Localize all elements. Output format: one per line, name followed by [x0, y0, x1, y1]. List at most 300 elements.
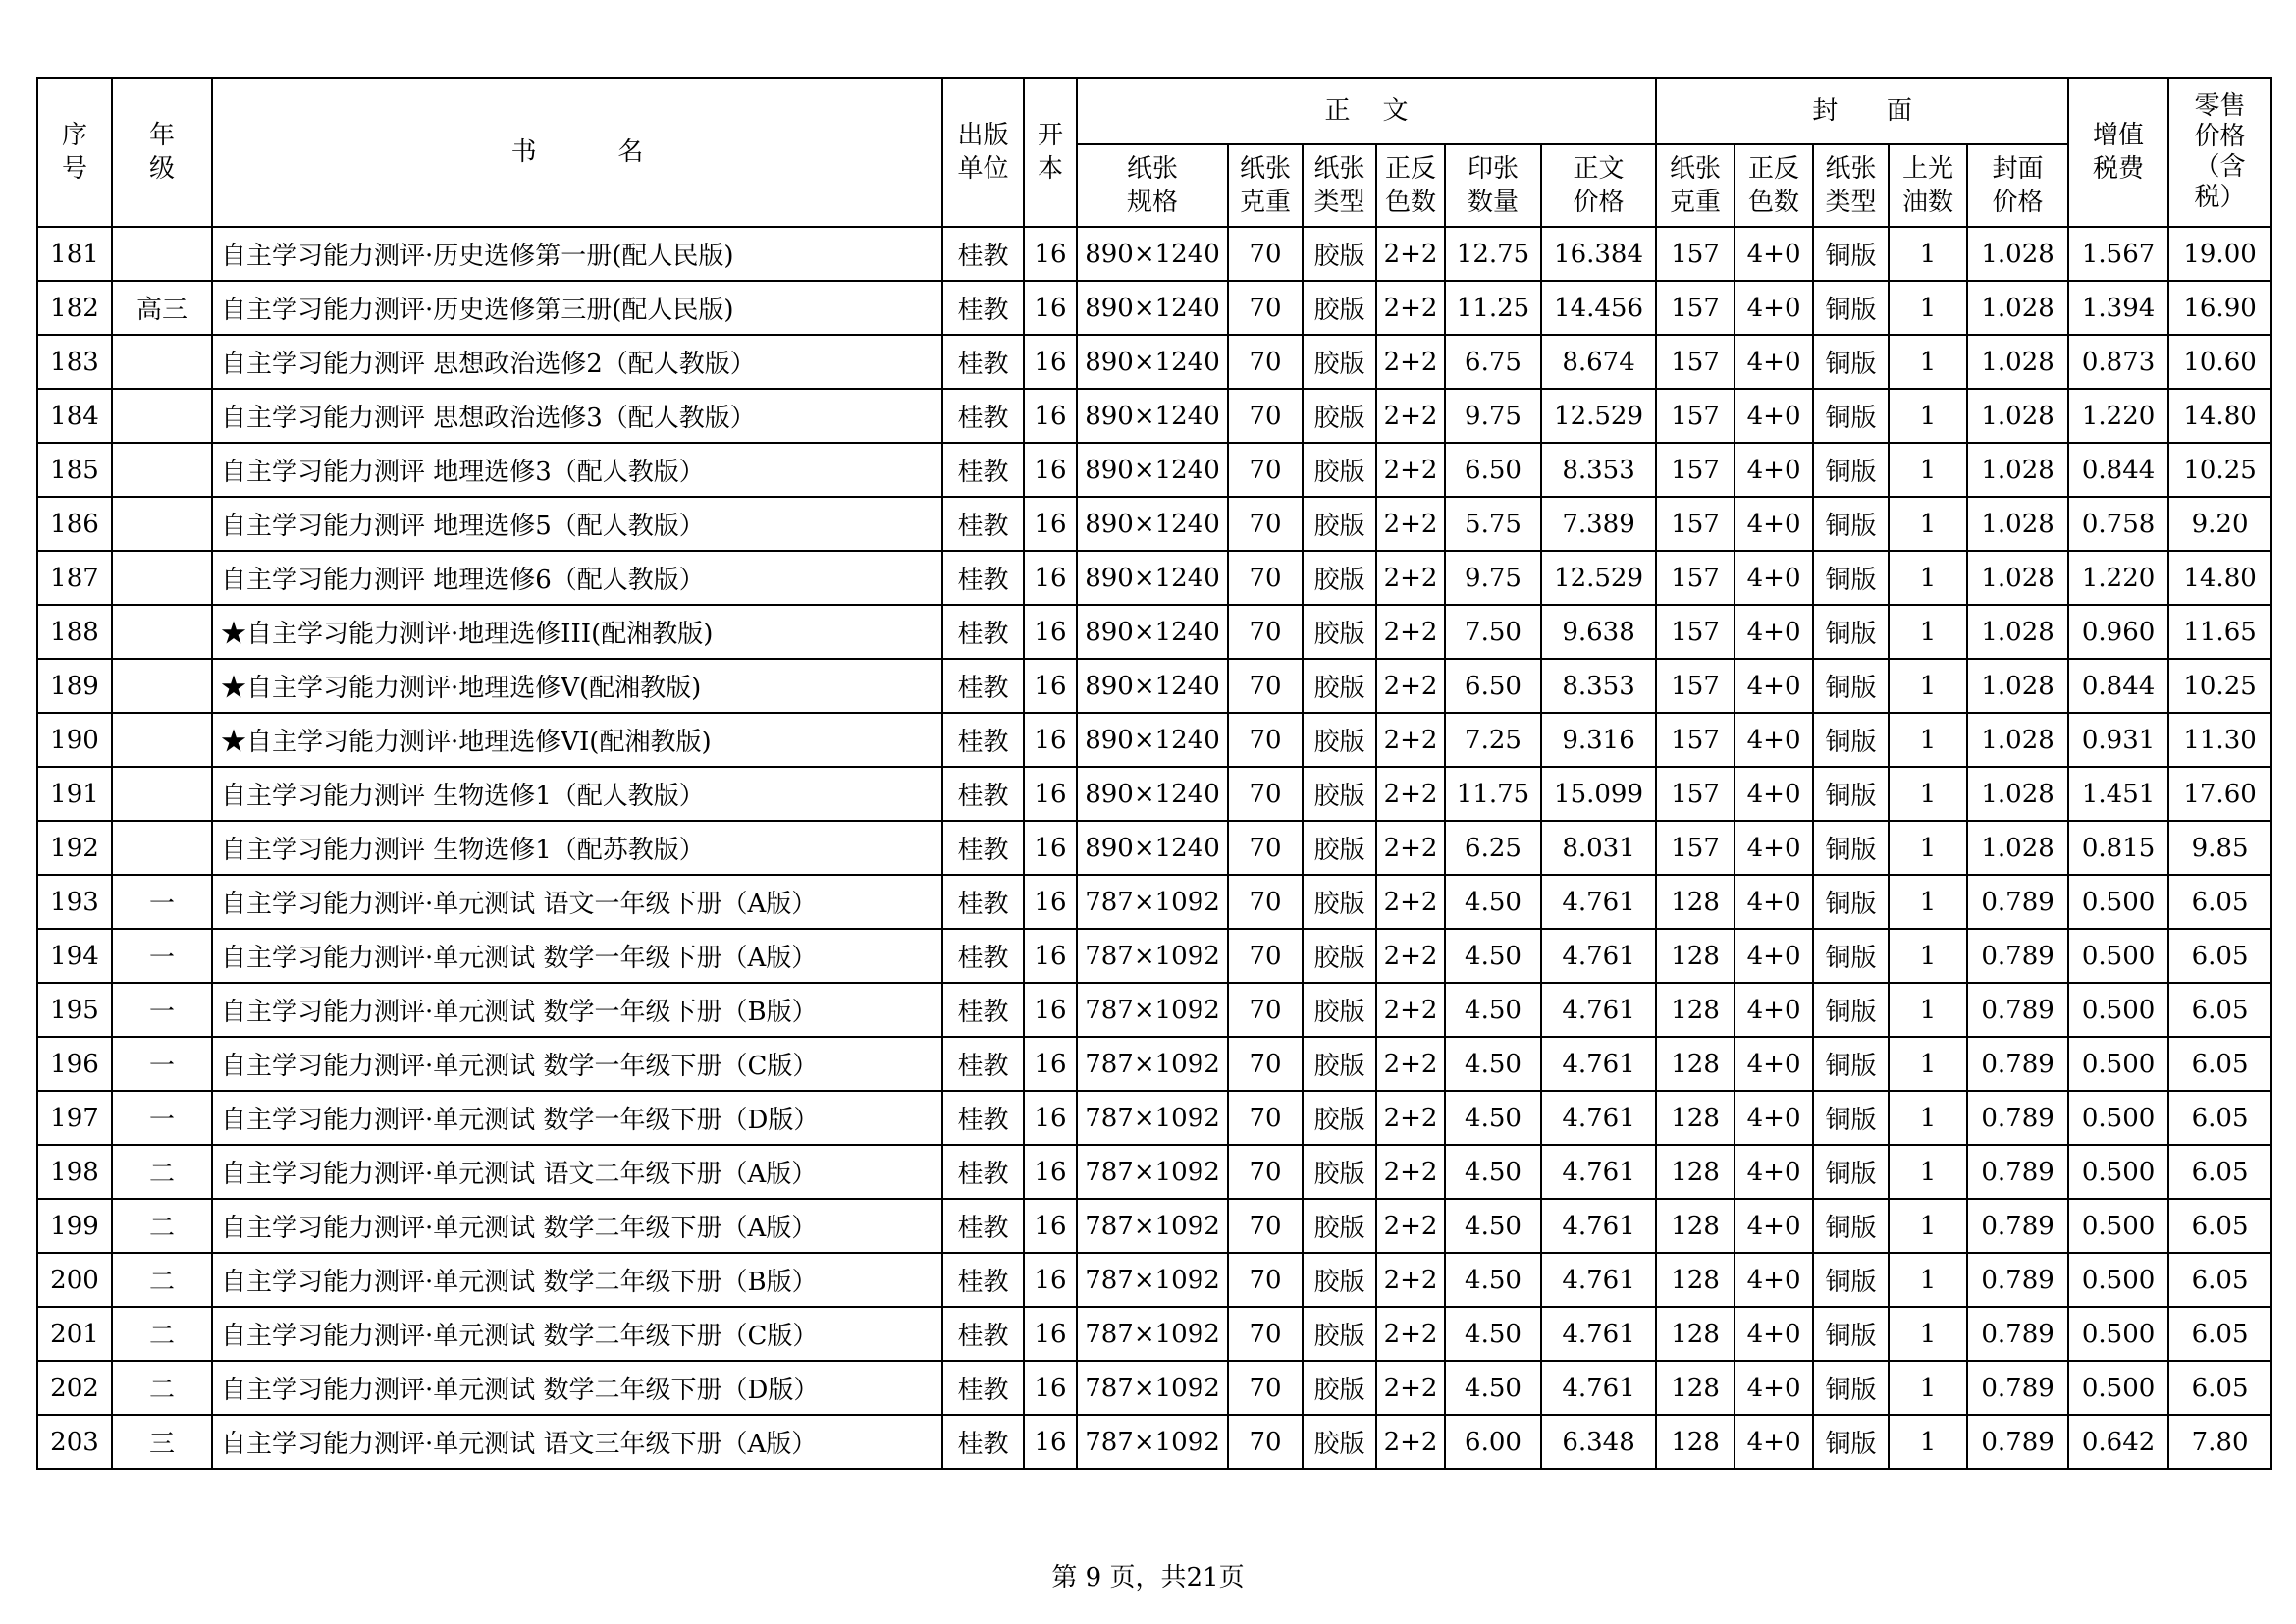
cell-body-colors: 2+2 — [1376, 497, 1445, 551]
cell-cover-paper-weight: 128 — [1656, 983, 1735, 1037]
cell-grade — [112, 497, 212, 551]
cell-cover-varnish: 1 — [1889, 389, 1967, 443]
cell-title: 自主学习能力测评 地理选修5（配人教版） — [212, 497, 942, 551]
cell-retail: 19.00 — [2168, 227, 2271, 281]
cell-body-sheets: 6.50 — [1445, 443, 1541, 497]
cell-body-colors: 2+2 — [1376, 1307, 1445, 1361]
cell-seq: 184 — [37, 389, 112, 443]
cell-seq: 201 — [37, 1307, 112, 1361]
cell-cover-paper-type: 铜版 — [1813, 767, 1889, 821]
cell-cover-varnish: 1 — [1889, 1199, 1967, 1253]
cell-cover-paper-type: 铜版 — [1813, 497, 1889, 551]
cell-body-paper-weight: 70 — [1228, 551, 1303, 605]
cell-cover-paper-type: 铜版 — [1813, 551, 1889, 605]
cell-body-paper-type: 胶版 — [1303, 335, 1376, 389]
cell-seq: 193 — [37, 875, 112, 929]
table-row — [37, 767, 2271, 821]
cell-grade: 二 — [112, 1307, 212, 1361]
cell-seq: 197 — [37, 1091, 112, 1145]
cell-cover-paper-type: 铜版 — [1813, 713, 1889, 767]
cell-cover-paper-weight: 157 — [1656, 821, 1735, 875]
cell-title: 自主学习能力测评·单元测试 数学一年级下册（C版） — [212, 1037, 942, 1091]
cell-body-sheets: 6.00 — [1445, 1415, 1541, 1469]
cell-cover-paper-weight: 157 — [1656, 713, 1735, 767]
cell-body-paper-weight: 70 — [1228, 335, 1303, 389]
cell-body-paper-type: 胶版 — [1303, 983, 1376, 1037]
cell-body-paper-weight: 70 — [1228, 983, 1303, 1037]
cell-cover-paper-weight: 128 — [1656, 1037, 1735, 1091]
cell-cover-paper-type: 铜版 — [1813, 1145, 1889, 1199]
cell-cover-paper-weight: 128 — [1656, 1199, 1735, 1253]
cell-body-price: 7.389 — [1541, 497, 1656, 551]
cell-body-price: 4.761 — [1541, 1091, 1656, 1145]
cell-publisher: 桂教 — [942, 659, 1024, 713]
header-cover-group: 封 面 — [1656, 78, 2068, 144]
cell-grade: 二 — [112, 1145, 212, 1199]
cell-body-paper-type: 胶版 — [1303, 821, 1376, 875]
cell-grade — [112, 605, 212, 659]
header-cover-colors: 正反 色数 — [1735, 144, 1813, 227]
cell-cover-paper-type: 铜版 — [1813, 227, 1889, 281]
cell-body-price: 15.099 — [1541, 767, 1656, 821]
cell-retail: 6.05 — [2168, 1199, 2271, 1253]
cell-body-sheets: 5.75 — [1445, 497, 1541, 551]
cell-publisher: 桂教 — [942, 443, 1024, 497]
cell-cover-colors: 4+0 — [1735, 497, 1813, 551]
cell-seq: 192 — [37, 821, 112, 875]
cell-body-paper-spec: 890×1240 — [1077, 281, 1228, 335]
cell-seq: 199 — [37, 1199, 112, 1253]
cell-body-price: 16.384 — [1541, 227, 1656, 281]
cell-cover-colors: 4+0 — [1735, 1091, 1813, 1145]
cell-body-price: 4.761 — [1541, 1037, 1656, 1091]
cell-body-colors: 2+2 — [1376, 1037, 1445, 1091]
cell-body-paper-spec: 787×1092 — [1077, 1361, 1228, 1415]
cell-publisher: 桂教 — [942, 929, 1024, 983]
cell-body-paper-type: 胶版 — [1303, 281, 1376, 335]
table-row — [37, 659, 2271, 713]
cell-grade: 一 — [112, 875, 212, 929]
cell-cover-varnish: 1 — [1889, 821, 1967, 875]
cell-body-sheets: 7.50 — [1445, 605, 1541, 659]
cell-cover-price: 1.028 — [1967, 497, 2068, 551]
cell-cover-paper-weight: 157 — [1656, 389, 1735, 443]
cell-vat: 1.451 — [2068, 767, 2168, 821]
cell-title: ★自主学习能力测评·地理选修VI(配湘教版) — [212, 713, 942, 767]
cell-vat: 0.500 — [2068, 1037, 2168, 1091]
cell-format: 16 — [1024, 875, 1077, 929]
cell-cover-price: 1.028 — [1967, 389, 2068, 443]
cell-publisher: 桂教 — [942, 767, 1024, 821]
cell-grade — [112, 551, 212, 605]
cell-cover-price: 1.028 — [1967, 713, 2068, 767]
cell-vat: 0.642 — [2068, 1415, 2168, 1469]
cell-publisher: 桂教 — [942, 983, 1024, 1037]
header-body-colors: 正反 色数 — [1376, 144, 1445, 227]
cell-cover-price: 1.028 — [1967, 821, 2068, 875]
cell-retail: 10.25 — [2168, 443, 2271, 497]
cell-cover-paper-type: 铜版 — [1813, 821, 1889, 875]
cell-cover-paper-type: 铜版 — [1813, 929, 1889, 983]
cell-vat: 0.500 — [2068, 929, 2168, 983]
cell-body-paper-weight: 70 — [1228, 1415, 1303, 1469]
cell-body-paper-spec: 787×1092 — [1077, 929, 1228, 983]
cell-title: 自主学习能力测评 生物选修1（配人教版） — [212, 767, 942, 821]
cell-cover-varnish: 1 — [1889, 443, 1967, 497]
cell-cover-paper-weight: 157 — [1656, 443, 1735, 497]
table-row — [37, 821, 2271, 875]
header-cover-paper-type: 纸张 类型 — [1813, 144, 1889, 227]
cell-cover-price: 1.028 — [1967, 605, 2068, 659]
cell-cover-paper-weight: 128 — [1656, 1415, 1735, 1469]
table-row — [37, 713, 2271, 767]
cell-body-price: 9.316 — [1541, 713, 1656, 767]
cell-title: 自主学习能力测评 地理选修3（配人教版） — [212, 443, 942, 497]
cell-body-colors: 2+2 — [1376, 983, 1445, 1037]
cell-body-colors: 2+2 — [1376, 1199, 1445, 1253]
cell-publisher: 桂教 — [942, 551, 1024, 605]
header-seq: 序 号 — [37, 78, 112, 227]
header-body-sheets: 印张 数量 — [1445, 144, 1541, 227]
cell-body-paper-spec: 787×1092 — [1077, 1037, 1228, 1091]
cell-seq: 195 — [37, 983, 112, 1037]
cell-body-paper-type: 胶版 — [1303, 227, 1376, 281]
cell-cover-colors: 4+0 — [1735, 389, 1813, 443]
cell-body-sheets: 11.75 — [1445, 767, 1541, 821]
cell-cover-price: 0.789 — [1967, 1037, 2068, 1091]
cell-vat: 0.500 — [2068, 1253, 2168, 1307]
cell-body-price: 6.348 — [1541, 1415, 1656, 1469]
cell-title: 自主学习能力测评·单元测试 语文二年级下册（A版） — [212, 1145, 942, 1199]
cell-body-paper-spec: 787×1092 — [1077, 983, 1228, 1037]
cell-cover-colors: 4+0 — [1735, 281, 1813, 335]
cell-body-price: 8.353 — [1541, 443, 1656, 497]
header-body-price: 正文 价格 — [1541, 144, 1656, 227]
cell-body-paper-spec: 890×1240 — [1077, 497, 1228, 551]
cell-body-paper-weight: 70 — [1228, 1361, 1303, 1415]
cell-cover-paper-weight: 128 — [1656, 875, 1735, 929]
cell-body-paper-spec: 890×1240 — [1077, 659, 1228, 713]
cell-cover-price: 0.789 — [1967, 1199, 2068, 1253]
table-row — [37, 875, 2271, 929]
cell-body-paper-weight: 70 — [1228, 1037, 1303, 1091]
cell-cover-paper-type: 铜版 — [1813, 281, 1889, 335]
cell-vat: 0.500 — [2068, 983, 2168, 1037]
cell-cover-paper-type: 铜版 — [1813, 1199, 1889, 1253]
cell-retail: 14.80 — [2168, 551, 2271, 605]
cell-body-paper-type: 胶版 — [1303, 767, 1376, 821]
cell-cover-paper-weight: 128 — [1656, 1361, 1735, 1415]
cell-title: ★自主学习能力测评·地理选修V(配湘教版) — [212, 659, 942, 713]
cell-body-paper-weight: 70 — [1228, 443, 1303, 497]
cell-title: 自主学习能力测评 地理选修6（配人教版） — [212, 551, 942, 605]
cell-body-price: 4.761 — [1541, 875, 1656, 929]
cell-retail: 9.20 — [2168, 497, 2271, 551]
cell-title: 自主学习能力测评·单元测试 数学一年级下册（D版） — [212, 1091, 942, 1145]
cell-body-sheets: 4.50 — [1445, 983, 1541, 1037]
cell-body-paper-spec: 890×1240 — [1077, 389, 1228, 443]
cell-body-paper-type: 胶版 — [1303, 1145, 1376, 1199]
cell-cover-paper-type: 铜版 — [1813, 335, 1889, 389]
cell-retail: 16.90 — [2168, 281, 2271, 335]
cell-cover-varnish: 1 — [1889, 875, 1967, 929]
cell-body-price: 8.353 — [1541, 659, 1656, 713]
cell-format: 16 — [1024, 605, 1077, 659]
cell-title: 自主学习能力测评·单元测试 数学二年级下册（C版） — [212, 1307, 942, 1361]
cell-seq: 189 — [37, 659, 112, 713]
cell-body-paper-spec: 890×1240 — [1077, 335, 1228, 389]
cell-body-colors: 2+2 — [1376, 659, 1445, 713]
cell-vat: 1.567 — [2068, 227, 2168, 281]
cell-format: 16 — [1024, 443, 1077, 497]
cell-publisher: 桂教 — [942, 605, 1024, 659]
cell-body-paper-weight: 70 — [1228, 497, 1303, 551]
header-title: 书 名 — [212, 78, 942, 227]
cell-publisher: 桂教 — [942, 389, 1024, 443]
cell-body-paper-type: 胶版 — [1303, 1199, 1376, 1253]
cell-format: 16 — [1024, 929, 1077, 983]
cell-body-paper-spec: 787×1092 — [1077, 1307, 1228, 1361]
cell-format: 16 — [1024, 227, 1077, 281]
table-header — [37, 78, 2271, 227]
cell-format: 16 — [1024, 1253, 1077, 1307]
header-body-group: 正 文 — [1077, 78, 1656, 144]
cell-cover-colors: 4+0 — [1735, 1145, 1813, 1199]
cell-seq: 190 — [37, 713, 112, 767]
cell-retail: 10.60 — [2168, 335, 2271, 389]
cell-body-price: 8.674 — [1541, 335, 1656, 389]
cell-body-sheets: 4.50 — [1445, 1361, 1541, 1415]
cell-body-colors: 2+2 — [1376, 821, 1445, 875]
cell-body-paper-weight: 70 — [1228, 1145, 1303, 1199]
cell-body-colors: 2+2 — [1376, 227, 1445, 281]
cell-retail: 6.05 — [2168, 1037, 2271, 1091]
cell-cover-paper-type: 铜版 — [1813, 983, 1889, 1037]
cell-cover-paper-weight: 157 — [1656, 227, 1735, 281]
cell-cover-paper-weight: 128 — [1656, 1145, 1735, 1199]
cell-cover-price: 1.028 — [1967, 281, 2068, 335]
cell-body-paper-weight: 70 — [1228, 713, 1303, 767]
cell-cover-colors: 4+0 — [1735, 713, 1813, 767]
cell-body-sheets: 4.50 — [1445, 1145, 1541, 1199]
cell-cover-varnish: 1 — [1889, 1037, 1967, 1091]
cell-retail: 7.80 — [2168, 1415, 2271, 1469]
cell-cover-paper-type: 铜版 — [1813, 1037, 1889, 1091]
cell-cover-colors: 4+0 — [1735, 983, 1813, 1037]
cell-cover-price: 1.028 — [1967, 551, 2068, 605]
cell-format: 16 — [1024, 1361, 1077, 1415]
cell-cover-colors: 4+0 — [1735, 605, 1813, 659]
cell-seq: 183 — [37, 335, 112, 389]
cell-cover-price: 0.789 — [1967, 875, 2068, 929]
cell-grade: 一 — [112, 1091, 212, 1145]
cell-format: 16 — [1024, 281, 1077, 335]
cell-cover-paper-type: 铜版 — [1813, 1415, 1889, 1469]
cell-body-paper-type: 胶版 — [1303, 1361, 1376, 1415]
cell-body-paper-spec: 890×1240 — [1077, 767, 1228, 821]
cell-cover-paper-weight: 157 — [1656, 335, 1735, 389]
cell-retail: 6.05 — [2168, 875, 2271, 929]
header-body-paper-weight: 纸张 克重 — [1228, 144, 1303, 227]
cell-grade: 高三 — [112, 281, 212, 335]
header-format: 开 本 — [1024, 78, 1077, 227]
cell-publisher: 桂教 — [942, 1253, 1024, 1307]
cell-cover-colors: 4+0 — [1735, 443, 1813, 497]
cell-cover-colors: 4+0 — [1735, 659, 1813, 713]
cell-body-price: 4.761 — [1541, 983, 1656, 1037]
cell-seq: 196 — [37, 1037, 112, 1091]
cell-cover-colors: 4+0 — [1735, 929, 1813, 983]
cell-title: 自主学习能力测评 生物选修1（配苏教版） — [212, 821, 942, 875]
cell-cover-colors: 4+0 — [1735, 227, 1813, 281]
cell-vat: 0.844 — [2068, 443, 2168, 497]
cell-cover-paper-type: 铜版 — [1813, 389, 1889, 443]
cell-publisher: 桂教 — [942, 227, 1024, 281]
table-row — [37, 551, 2271, 605]
cell-body-sheets: 4.50 — [1445, 1307, 1541, 1361]
cell-cover-varnish: 1 — [1889, 1145, 1967, 1199]
cell-retail: 6.05 — [2168, 1361, 2271, 1415]
cell-cover-colors: 4+0 — [1735, 1307, 1813, 1361]
header-cover-varnish: 上光 油数 — [1889, 144, 1967, 227]
cell-title: 自主学习能力测评·单元测试 数学二年级下册（A版） — [212, 1199, 942, 1253]
cell-seq: 185 — [37, 443, 112, 497]
cell-cover-colors: 4+0 — [1735, 1415, 1813, 1469]
cell-vat: 0.500 — [2068, 1145, 2168, 1199]
cell-cover-varnish: 1 — [1889, 281, 1967, 335]
cell-body-paper-spec: 787×1092 — [1077, 1199, 1228, 1253]
cell-body-colors: 2+2 — [1376, 1361, 1445, 1415]
cell-vat: 0.815 — [2068, 821, 2168, 875]
cell-body-paper-spec: 890×1240 — [1077, 551, 1228, 605]
cell-cover-colors: 4+0 — [1735, 821, 1813, 875]
cell-format: 16 — [1024, 1037, 1077, 1091]
cell-cover-paper-type: 铜版 — [1813, 1307, 1889, 1361]
cell-publisher: 桂教 — [942, 1361, 1024, 1415]
cell-body-paper-type: 胶版 — [1303, 551, 1376, 605]
header-body-paper-type: 纸张 类型 — [1303, 144, 1376, 227]
cell-body-sheets: 6.75 — [1445, 335, 1541, 389]
cell-title: 自主学习能力测评·历史选修第三册(配人民版) — [212, 281, 942, 335]
cell-cover-paper-weight: 157 — [1656, 767, 1735, 821]
table-row — [37, 1091, 2271, 1145]
cell-vat: 0.500 — [2068, 875, 2168, 929]
cell-body-colors: 2+2 — [1376, 1091, 1445, 1145]
cell-body-paper-spec: 787×1092 — [1077, 1415, 1228, 1469]
cell-cover-paper-type: 铜版 — [1813, 443, 1889, 497]
cell-title: 自主学习能力测评·单元测试 数学一年级下册（A版） — [212, 929, 942, 983]
header-grade: 年 级 — [112, 78, 212, 227]
cell-publisher: 桂教 — [942, 1199, 1024, 1253]
cell-cover-price: 0.789 — [1967, 1415, 2068, 1469]
cell-cover-colors: 4+0 — [1735, 1253, 1813, 1307]
cell-cover-varnish: 1 — [1889, 227, 1967, 281]
table-row — [37, 443, 2271, 497]
cell-publisher: 桂教 — [942, 497, 1024, 551]
cell-retail: 6.05 — [2168, 929, 2271, 983]
cell-body-paper-spec: 890×1240 — [1077, 821, 1228, 875]
cell-body-paper-weight: 70 — [1228, 281, 1303, 335]
cell-title: 自主学习能力测评·单元测试 数学一年级下册（B版） — [212, 983, 942, 1037]
cell-grade — [112, 227, 212, 281]
table-row — [37, 929, 2271, 983]
cell-publisher: 桂教 — [942, 1037, 1024, 1091]
cell-body-colors: 2+2 — [1376, 1145, 1445, 1199]
cell-body-price: 4.761 — [1541, 1361, 1656, 1415]
cell-cover-paper-weight: 157 — [1656, 281, 1735, 335]
cell-cover-varnish: 1 — [1889, 551, 1967, 605]
cell-body-paper-weight: 70 — [1228, 1253, 1303, 1307]
cell-vat: 0.931 — [2068, 713, 2168, 767]
table-row — [37, 1307, 2271, 1361]
cell-format: 16 — [1024, 659, 1077, 713]
cell-cover-price: 0.789 — [1967, 1091, 2068, 1145]
cell-body-colors: 2+2 — [1376, 281, 1445, 335]
cell-vat: 0.758 — [2068, 497, 2168, 551]
cell-body-sheets: 6.50 — [1445, 659, 1541, 713]
header-vat: 增值 税费 — [2068, 78, 2168, 227]
cell-cover-paper-weight: 157 — [1656, 551, 1735, 605]
cell-publisher: 桂教 — [942, 713, 1024, 767]
table-row — [37, 1253, 2271, 1307]
cell-retail: 6.05 — [2168, 1307, 2271, 1361]
cell-format: 16 — [1024, 389, 1077, 443]
cell-seq: 181 — [37, 227, 112, 281]
cell-seq: 186 — [37, 497, 112, 551]
cell-body-paper-spec: 890×1240 — [1077, 713, 1228, 767]
cell-grade — [112, 767, 212, 821]
cell-body-colors: 2+2 — [1376, 929, 1445, 983]
cell-body-sheets: 9.75 — [1445, 551, 1541, 605]
cell-body-colors: 2+2 — [1376, 767, 1445, 821]
cell-retail: 6.05 — [2168, 1091, 2271, 1145]
cell-body-price: 12.529 — [1541, 389, 1656, 443]
cell-grade: 三 — [112, 1415, 212, 1469]
cell-cover-price: 0.789 — [1967, 929, 2068, 983]
cell-retail: 17.60 — [2168, 767, 2271, 821]
cell-cover-varnish: 1 — [1889, 1091, 1967, 1145]
cell-body-paper-weight: 70 — [1228, 1199, 1303, 1253]
cell-cover-varnish: 1 — [1889, 335, 1967, 389]
cell-body-sheets: 4.50 — [1445, 1091, 1541, 1145]
cell-title: 自主学习能力测评·单元测试 数学二年级下册（B版） — [212, 1253, 942, 1307]
cell-body-colors: 2+2 — [1376, 1415, 1445, 1469]
cell-body-paper-spec: 787×1092 — [1077, 1145, 1228, 1199]
cell-publisher: 桂教 — [942, 821, 1024, 875]
cell-format: 16 — [1024, 1091, 1077, 1145]
cell-grade — [112, 443, 212, 497]
cell-cover-varnish: 1 — [1889, 659, 1967, 713]
cell-format: 16 — [1024, 1415, 1077, 1469]
cell-cover-price: 0.789 — [1967, 1361, 2068, 1415]
table-row — [37, 389, 2271, 443]
cell-cover-paper-type: 铜版 — [1813, 1091, 1889, 1145]
cell-cover-paper-weight: 128 — [1656, 929, 1735, 983]
cell-body-sheets: 7.25 — [1445, 713, 1541, 767]
cell-body-paper-type: 胶版 — [1303, 929, 1376, 983]
cell-cover-price: 1.028 — [1967, 767, 2068, 821]
cell-cover-varnish: 1 — [1889, 605, 1967, 659]
table-row — [37, 1145, 2271, 1199]
cell-format: 16 — [1024, 551, 1077, 605]
cell-cover-varnish: 1 — [1889, 929, 1967, 983]
cell-grade — [112, 335, 212, 389]
cell-cover-varnish: 1 — [1889, 767, 1967, 821]
cell-cover-varnish: 1 — [1889, 497, 1967, 551]
cell-publisher: 桂教 — [942, 335, 1024, 389]
cell-cover-paper-type: 铜版 — [1813, 1361, 1889, 1415]
cell-body-paper-type: 胶版 — [1303, 1091, 1376, 1145]
